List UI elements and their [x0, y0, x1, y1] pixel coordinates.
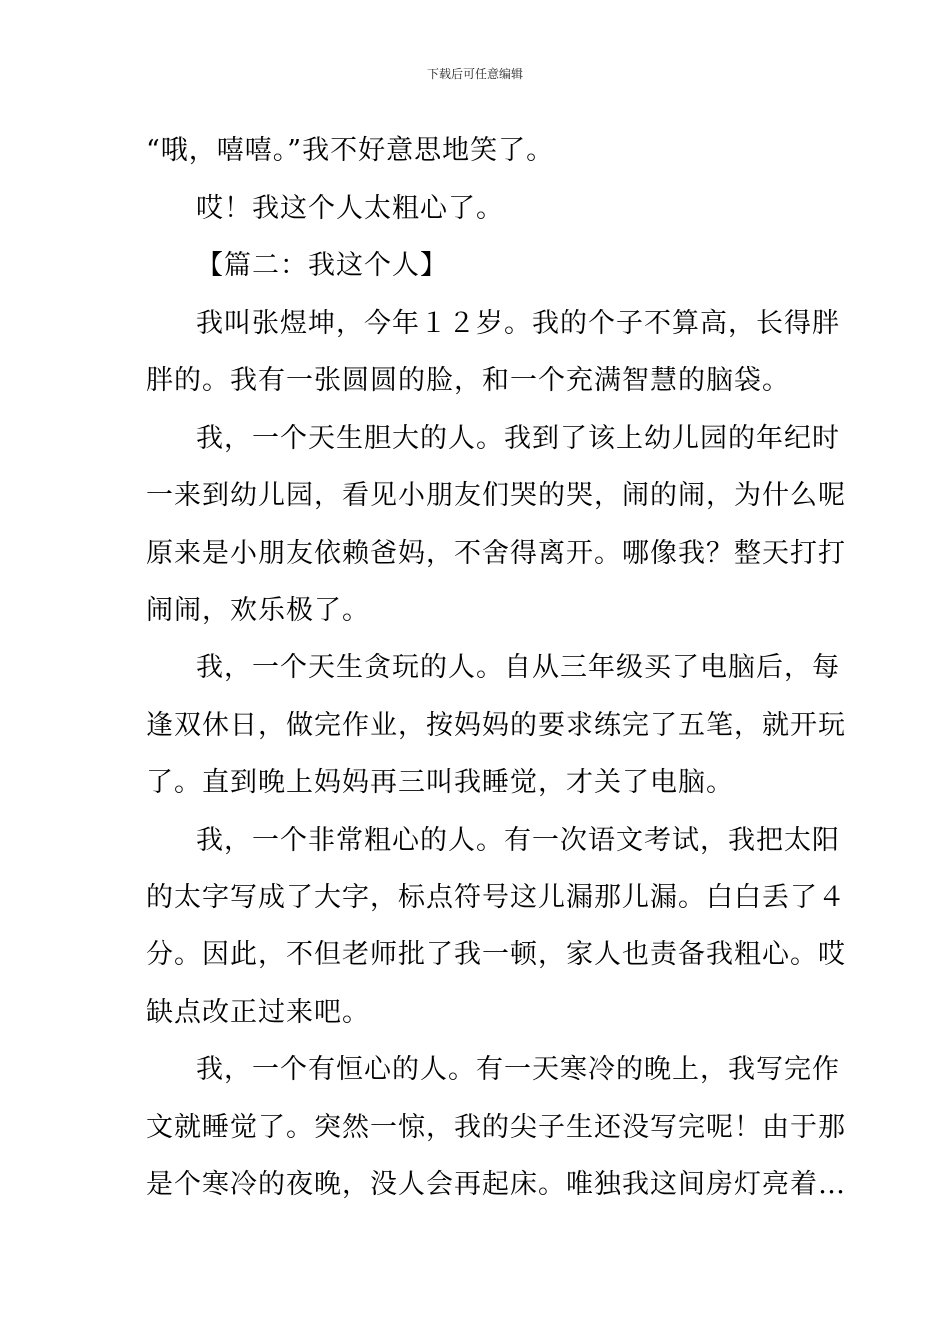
- text-line: 缺点改正过来吧。: [146, 997, 370, 1028]
- text-line: 我，一个有恒心的人。有一天寒冷的晚上，我写完作: [196, 1054, 840, 1085]
- text-line: 我，一个天生贪玩的人。自从三年级买了电脑后，每: [196, 652, 840, 683]
- text-line: 文就睡觉了。突然一惊，我的尖子生还没写完呢！由于那: [146, 1112, 846, 1143]
- text-line: 闹闹，欢乐极了。: [146, 595, 370, 626]
- text-line: 了。直到晚上妈妈再三叫我睡觉，才关了电脑。: [146, 767, 734, 798]
- text-line: 分。因此，不但老师批了我一顿，家人也责备我粗心。哎: [146, 939, 846, 970]
- text-line: “哦，嘻嘻。”我不好意思地笑了。: [146, 135, 555, 166]
- text-line: 我，一个天生胆大的人。我到了该上幼儿园的年纪时: [196, 423, 840, 454]
- text-line: 是个寒冷的夜晚，没人会再起床。唯独我这间房灯亮着…: [146, 1169, 846, 1200]
- text-line: 哎！我这个人太粗心了。: [196, 193, 504, 224]
- text-line: 原来是小朋友依赖爸妈，不舍得离开。哪像我？整天打打: [146, 538, 846, 569]
- text-line: 我，一个非常粗心的人。有一次语文考试，我把太阳: [196, 825, 840, 856]
- section-heading: 【篇二：我这个人】: [196, 250, 448, 281]
- page-header: 下载后可任意编辑: [426, 67, 523, 81]
- text-line: 逢双休日，做完作业，按妈妈的要求练完了五笔，就开玩: [146, 710, 846, 741]
- text-line: 我叫张煜坤，今年１２岁。我的个子不算高，长得胖: [196, 308, 840, 339]
- text-line: 一来到幼儿园，看见小朋友们哭的哭，闹的闹，为什么呢: [146, 480, 846, 511]
- text-line: 的太字写成了大字，标点符号这儿漏那儿漏。白白丢了４: [146, 882, 846, 913]
- text-line: 胖的。我有一张圆圆的脸，和一个充满智慧的脑袋。: [146, 365, 790, 396]
